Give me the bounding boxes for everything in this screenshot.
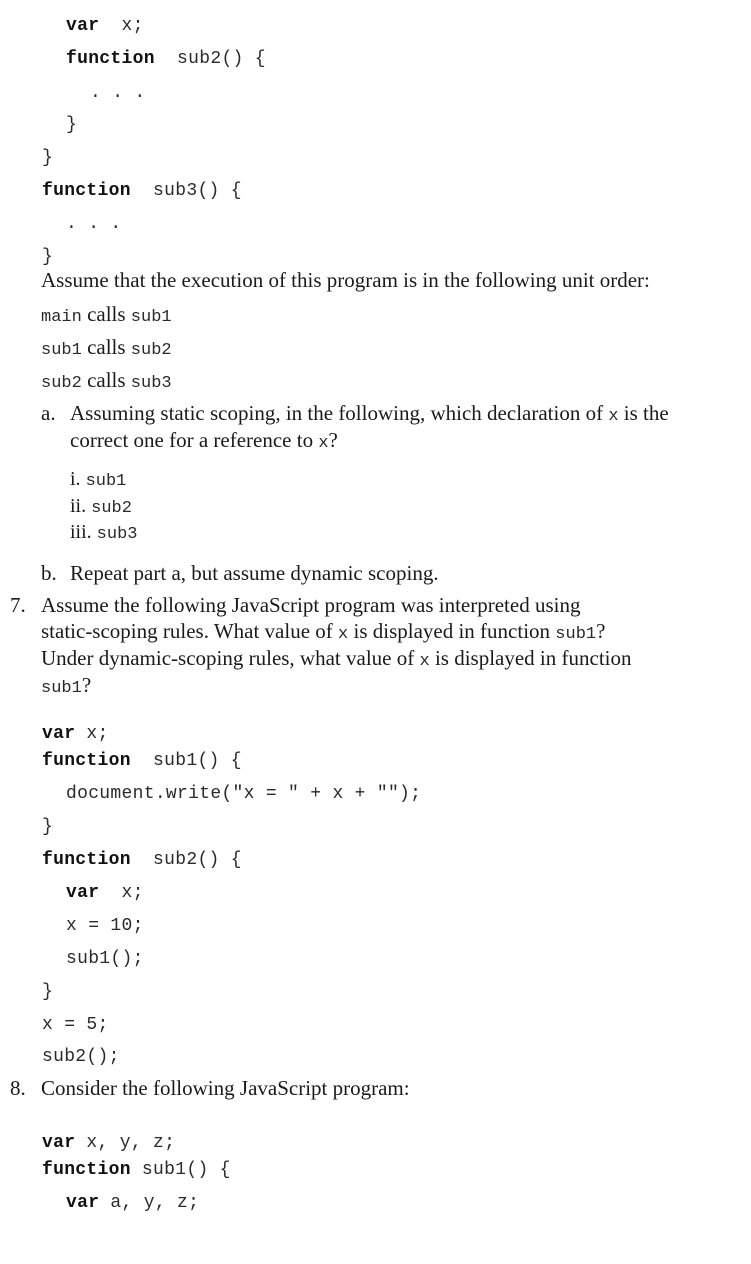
code-line: } [42,148,54,168]
q7-line1: Assume the following JavaScript program was interpreted using [41,593,581,617]
code-line: . . . [66,214,122,234]
call-order-line: sub2 calls sub3 [41,368,172,393]
part-a-line1: Assuming static scoping, in the following, which declaration of x is the [70,401,669,426]
option-item: iii. sub3 [70,521,138,544]
call-order-line: main calls sub1 [41,302,172,327]
code-line: x = 10; [66,916,144,936]
code-line: function sub3() { [42,181,242,201]
code-line: var a, y, z; [66,1193,200,1213]
q7-line4: sub1? [41,673,92,698]
part-a-line2: correct one for a reference to x? [70,428,338,453]
code-line: sub2(); [42,1047,120,1067]
q7-line2: static-scoping rules. What value of x is displayed in function sub1? [41,619,606,644]
assume-intro: Assume that the execution of this program is in the following unit order: [41,268,650,292]
code-line: document.write("x = " + x + ""); [66,784,422,804]
code-line: var x, y, z; [42,1133,176,1153]
code-line: } [42,817,54,837]
code-line: function sub2() { [66,49,266,69]
q8-text: Consider the following JavaScript program: [41,1076,410,1100]
code-line: var x; [42,724,109,744]
part-b-text: Repeat part a, but assume dynamic scoping. [70,561,439,585]
code-line: } [42,982,54,1002]
option-item: i. sub1 [70,468,127,491]
code-line: } [66,115,78,135]
call-order-line: sub1 calls sub2 [41,335,172,360]
code-line: function sub1() { [42,751,242,771]
part-a-label: a. [41,401,56,425]
q7-number: 7. [10,593,26,617]
code-line: . . . [90,83,146,103]
q8-number: 8. [10,1076,26,1100]
part-b-label: b. [41,561,57,585]
code-line: var x; [66,883,144,903]
q7-line3: Under dynamic-scoping rules, what value of x is displayed in function [41,646,632,671]
code-line: sub1(); [66,949,144,969]
code-line: } [42,247,54,267]
code-line: function sub1() { [42,1160,231,1180]
code-line: function sub2() { [42,850,242,870]
option-item: ii. sub2 [70,495,132,518]
code-line: var x; [66,16,144,36]
code-line: x = 5; [42,1015,109,1035]
